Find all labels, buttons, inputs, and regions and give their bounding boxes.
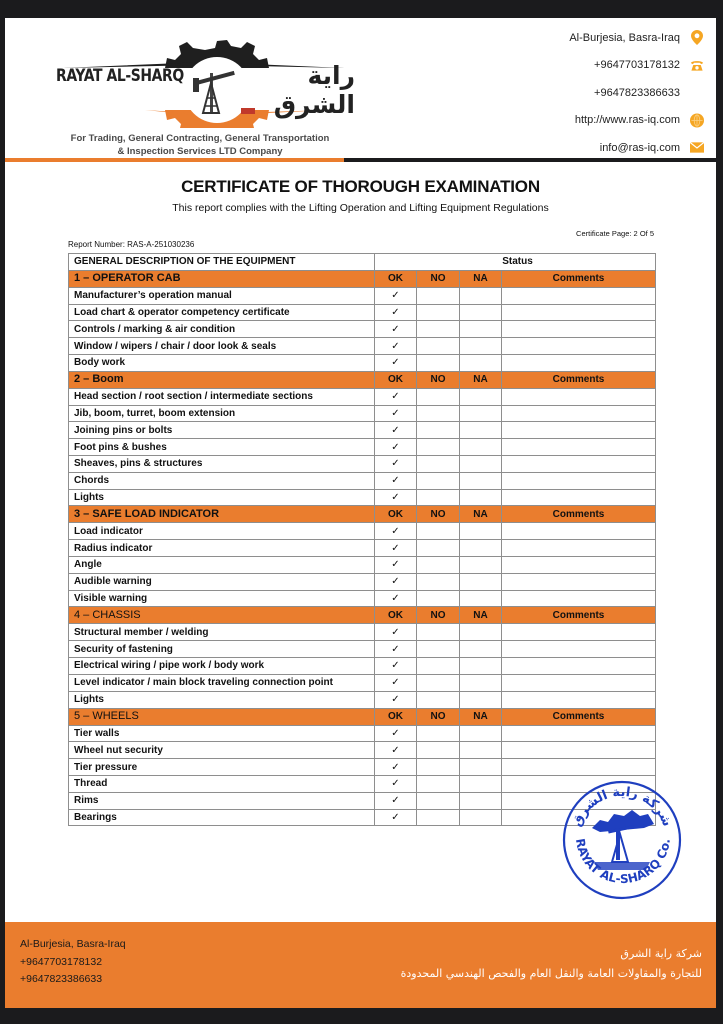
item-label: Load chart & operator competency certificate <box>69 304 375 321</box>
section-header-row <box>69 371 656 388</box>
table-row <box>69 674 656 691</box>
status-cell-na[interactable] <box>460 354 502 371</box>
item-label: Chords <box>69 472 375 489</box>
item-label: Wheel nut security <box>69 742 375 759</box>
header-divider <box>5 158 716 162</box>
status-cell-ok[interactable]: ✓ <box>375 338 417 355</box>
status-cell-na[interactable] <box>460 338 502 355</box>
item-label: Security of fastening <box>69 641 375 658</box>
status-cell-na[interactable] <box>460 405 502 422</box>
status-cell-no[interactable] <box>417 304 460 321</box>
status-cell-na[interactable] <box>460 573 502 590</box>
status-cell-no[interactable] <box>417 540 460 557</box>
item-label: Load indicator <box>69 523 375 540</box>
table-row <box>69 641 656 658</box>
status-cell-ok[interactable]: ✓ <box>375 691 417 708</box>
status-cell-ok[interactable]: ✓ <box>375 439 417 456</box>
status-cell-no[interactable] <box>417 775 460 792</box>
status-cell-no[interactable] <box>417 523 460 540</box>
column-no-label: NO <box>417 607 460 624</box>
status-cell-na[interactable] <box>460 556 502 573</box>
item-label: Window / wipers / chair / door look & seals <box>69 338 375 355</box>
status-cell-no[interactable] <box>417 287 460 304</box>
section-title: 3 – SAFE LOAD INDICATOR <box>69 506 375 523</box>
item-label: Tier pressure <box>69 759 375 776</box>
comment-cell[interactable] <box>502 338 656 355</box>
status-cell-no[interactable] <box>417 321 460 338</box>
table-row <box>69 455 656 472</box>
footer-address: Al-Burjesia, Basra-Iraq <box>20 938 126 950</box>
item-label: Joining pins or bolts <box>69 422 375 439</box>
section-title: 5 – WHEELS <box>69 708 375 725</box>
footer-company-arabic <box>401 944 702 984</box>
stamp-text-english: RAYAT AL-SHARQ Co. <box>572 837 673 887</box>
status-cell-no[interactable] <box>417 422 460 439</box>
status-cell-na[interactable] <box>460 523 502 540</box>
status-cell-no[interactable] <box>417 354 460 371</box>
status-cell-no[interactable] <box>417 725 460 742</box>
tagline-line-2: & Inspection Services LTD Company <box>117 146 283 157</box>
comment-cell[interactable] <box>502 287 656 304</box>
item-label: Radius indicator <box>69 540 375 557</box>
status-cell-ok[interactable]: ✓ <box>375 809 417 826</box>
column-comments-label: Comments <box>502 270 656 287</box>
column-ok-label: OK <box>375 270 417 287</box>
status-cell-na[interactable] <box>460 439 502 456</box>
status-cell-no[interactable] <box>417 691 460 708</box>
contact-website-text[interactable]: http://www.ras-iq.com <box>574 114 680 127</box>
comment-cell[interactable] <box>502 540 656 557</box>
status-cell-no[interactable] <box>417 439 460 456</box>
status-cell-na[interactable] <box>460 540 502 557</box>
status-cell-no[interactable] <box>417 338 460 355</box>
footer-company-name: شركة راية الشرق <box>620 947 702 960</box>
table-row <box>69 405 656 422</box>
status-cell-no[interactable] <box>417 590 460 607</box>
comment-cell[interactable] <box>502 641 656 658</box>
status-cell-na[interactable] <box>460 455 502 472</box>
section-title: 1 – OPERATOR CAB <box>69 270 375 287</box>
item-label: Electrical wiring / pipe work / body work <box>69 657 375 674</box>
item-label: Structural member / welding <box>69 624 375 641</box>
table-row <box>69 354 656 371</box>
status-cell-ok[interactable]: ✓ <box>375 775 417 792</box>
column-no-label: NO <box>417 506 460 523</box>
status-cell-na[interactable] <box>460 742 502 759</box>
comment-cell[interactable] <box>502 590 656 607</box>
table-row <box>69 439 656 456</box>
status-cell-na[interactable] <box>460 489 502 506</box>
table-row <box>69 590 656 607</box>
footer-phone-2[interactable]: +9647823386633 <box>20 973 103 985</box>
status-cell-ok[interactable]: ✓ <box>375 455 417 472</box>
table-row <box>69 691 656 708</box>
status-cell-na[interactable] <box>460 641 502 658</box>
contact-phone-2-text[interactable]: +9647823386633 <box>594 86 680 99</box>
column-na-label: NA <box>460 506 502 523</box>
certificate-page <box>5 18 716 1008</box>
item-label: Jib, boom, turret, boom extension <box>69 405 375 422</box>
report-number: Report Number: RAS-A-251030236 <box>68 240 195 249</box>
table-row <box>69 556 656 573</box>
status-cell-no[interactable] <box>417 742 460 759</box>
section-header-row <box>69 506 656 523</box>
status-cell-ok[interactable]: ✓ <box>375 590 417 607</box>
item-label: Tier walls <box>69 725 375 742</box>
contact-website <box>569 107 704 135</box>
table-row <box>69 759 656 776</box>
status-cell-ok[interactable]: ✓ <box>375 792 417 809</box>
column-na-label: NA <box>460 371 502 388</box>
column-comments-label: Comments <box>502 708 656 725</box>
status-cell-ok[interactable]: ✓ <box>375 321 417 338</box>
table-row <box>69 304 656 321</box>
table-header-row <box>69 254 656 271</box>
status-cell-na[interactable] <box>460 287 502 304</box>
item-label: Manufacturer’s operation manual <box>69 287 375 304</box>
table-row <box>69 338 656 355</box>
status-cell-na[interactable] <box>460 422 502 439</box>
header-description: GENERAL DESCRIPTION OF THE EQUIPMENT <box>69 254 375 271</box>
table-row <box>69 489 656 506</box>
table-row <box>69 573 656 590</box>
comment-cell[interactable] <box>502 691 656 708</box>
table-row <box>69 287 656 304</box>
section-title: 4 – CHASSIS <box>69 607 375 624</box>
item-label: Lights <box>69 691 375 708</box>
contact-address <box>569 24 704 52</box>
comment-cell[interactable] <box>502 624 656 641</box>
contact-phone-1 <box>569 52 704 80</box>
table-row <box>69 624 656 641</box>
status-cell-ok[interactable]: ✓ <box>375 556 417 573</box>
header-contacts <box>569 24 704 162</box>
status-cell-no[interactable] <box>417 472 460 489</box>
table-row <box>69 422 656 439</box>
status-cell-no[interactable] <box>417 759 460 776</box>
status-cell-no[interactable] <box>417 624 460 641</box>
column-no-label: NO <box>417 371 460 388</box>
globe-icon <box>690 113 704 127</box>
status-cell-no[interactable] <box>417 455 460 472</box>
status-cell-no[interactable] <box>417 489 460 506</box>
status-cell-ok[interactable]: ✓ <box>375 489 417 506</box>
table-row <box>69 540 656 557</box>
status-cell-ok[interactable]: ✓ <box>375 657 417 674</box>
status-cell-ok[interactable]: ✓ <box>375 573 417 590</box>
table-row <box>69 388 656 405</box>
company-tagline <box>45 132 355 158</box>
comment-cell[interactable] <box>502 742 656 759</box>
status-cell-ok[interactable]: ✓ <box>375 725 417 742</box>
comment-cell[interactable] <box>502 304 656 321</box>
status-cell-na[interactable] <box>460 725 502 742</box>
status-cell-ok[interactable]: ✓ <box>375 304 417 321</box>
status-cell-ok[interactable]: ✓ <box>375 674 417 691</box>
telephone-icon <box>690 58 704 72</box>
status-cell-na[interactable] <box>460 388 502 405</box>
status-cell-ok[interactable]: ✓ <box>375 523 417 540</box>
contact-phone-2 <box>569 79 704 107</box>
status-cell-no[interactable] <box>417 405 460 422</box>
header-divider-accent <box>5 158 344 162</box>
status-cell-no[interactable] <box>417 809 460 826</box>
status-cell-ok[interactable]: ✓ <box>375 422 417 439</box>
item-label: Lights <box>69 489 375 506</box>
logo-text-arabic: راية الشرق <box>273 61 355 119</box>
column-no-label: NO <box>417 270 460 287</box>
status-cell-na[interactable] <box>460 321 502 338</box>
column-ok-label: OK <box>375 607 417 624</box>
comment-cell[interactable] <box>502 405 656 422</box>
item-label: Sheaves, pins & structures <box>69 455 375 472</box>
footer-company-description: للتجارة والمقاولات العامة والنقل العام والفحص الهندسي المحدودة <box>400 967 702 980</box>
comment-cell[interactable] <box>502 725 656 742</box>
status-cell-na[interactable] <box>460 304 502 321</box>
item-label: Bearings <box>69 809 375 826</box>
item-label: Body work <box>69 354 375 371</box>
contact-email-text[interactable]: info@ras-iq.com <box>599 141 680 154</box>
item-label: Rims <box>69 792 375 809</box>
company-logo <box>45 28 355 156</box>
status-cell-no[interactable] <box>417 792 460 809</box>
status-cell-na[interactable] <box>460 759 502 776</box>
status-cell-no[interactable] <box>417 641 460 658</box>
item-label: Visible warning <box>69 590 375 607</box>
footer-phone-1[interactable]: +9647703178132 <box>20 955 103 968</box>
status-cell-na[interactable] <box>460 809 502 826</box>
column-comments-label: Comments <box>502 371 656 388</box>
tagline-line-1: For Trading, General Contracting, General Transportation <box>70 133 330 144</box>
header-status: Status <box>375 254 656 271</box>
column-ok-label: OK <box>375 506 417 523</box>
comment-cell[interactable] <box>502 455 656 472</box>
comment-cell[interactable] <box>502 657 656 674</box>
section-header-row <box>69 607 656 624</box>
comment-cell[interactable] <box>502 556 656 573</box>
item-label: Thread <box>69 775 375 792</box>
status-cell-na[interactable] <box>460 775 502 792</box>
table-row <box>69 523 656 540</box>
status-cell-na[interactable] <box>460 590 502 607</box>
status-cell-ok[interactable]: ✓ <box>375 472 417 489</box>
status-cell-ok[interactable]: ✓ <box>375 388 417 405</box>
status-cell-no[interactable] <box>417 657 460 674</box>
item-label: Head section / root section / intermediate sections <box>69 388 375 405</box>
status-cell-ok[interactable]: ✓ <box>375 759 417 776</box>
comment-cell[interactable] <box>502 321 656 338</box>
section-title: 2 – Boom <box>69 371 375 388</box>
status-cell-no[interactable] <box>417 388 460 405</box>
column-na-label: NA <box>460 708 502 725</box>
section-header-row <box>69 708 656 725</box>
status-cell-ok[interactable]: ✓ <box>375 641 417 658</box>
status-cell-ok[interactable]: ✓ <box>375 742 417 759</box>
status-cell-na[interactable] <box>460 624 502 641</box>
column-na-label: NA <box>460 607 502 624</box>
section-header-row <box>69 270 656 287</box>
status-cell-na[interactable] <box>460 674 502 691</box>
comment-cell[interactable] <box>502 439 656 456</box>
comment-cell[interactable] <box>502 759 656 776</box>
item-label: Angle <box>69 556 375 573</box>
logo-text-english: RAYAT AL-SHARQ <box>56 66 184 86</box>
status-cell-ok[interactable]: ✓ <box>375 540 417 557</box>
status-cell-no[interactable] <box>417 556 460 573</box>
status-cell-ok[interactable]: ✓ <box>375 287 417 304</box>
location-pin-icon <box>690 31 704 45</box>
status-cell-na[interactable] <box>460 792 502 809</box>
column-ok-label: OK <box>375 371 417 388</box>
column-ok-label: OK <box>375 708 417 725</box>
contact-phone-1-text[interactable]: +9647703178132 <box>594 59 680 72</box>
status-cell-no[interactable] <box>417 573 460 590</box>
table-row <box>69 725 656 742</box>
item-label: Audible warning <box>69 573 375 590</box>
footer-contacts <box>20 936 126 989</box>
stamp-text-arabic: شركة راية الشرق <box>569 784 675 829</box>
status-cell-na[interactable] <box>460 691 502 708</box>
status-cell-ok[interactable]: ✓ <box>375 624 417 641</box>
page-footer <box>5 922 716 1008</box>
table-row <box>69 321 656 338</box>
status-cell-na[interactable] <box>460 472 502 489</box>
item-label: Foot pins & bushes <box>69 439 375 456</box>
column-na-label: NA <box>460 270 502 287</box>
table-row <box>69 742 656 759</box>
column-comments-label: Comments <box>502 607 656 624</box>
certificate-page-number: Certificate Page: 2 Of 5 <box>576 229 654 238</box>
envelope-icon <box>690 141 704 155</box>
status-cell-ok[interactable]: ✓ <box>375 405 417 422</box>
status-cell-na[interactable] <box>460 657 502 674</box>
table-row <box>69 472 656 489</box>
comment-cell[interactable] <box>502 354 656 371</box>
comment-cell[interactable] <box>502 674 656 691</box>
comment-cell[interactable] <box>502 489 656 506</box>
company-stamp <box>560 778 685 903</box>
item-label: Controls / marking & air condition <box>69 321 375 338</box>
status-cell-ok[interactable]: ✓ <box>375 354 417 371</box>
comment-cell[interactable] <box>502 388 656 405</box>
document-subtitle: This report complies with the Lifting Operation and Lifting Equipment Regulations <box>172 202 549 214</box>
contact-address-text: Al-Burjesia, Basra-Iraq <box>569 31 680 44</box>
comment-cell[interactable] <box>502 422 656 439</box>
document-title: CERTIFICATE OF THOROUGH EXAMINATION <box>181 177 540 196</box>
comment-cell[interactable] <box>502 523 656 540</box>
item-label: Level indicator / main block traveling connection point <box>69 674 375 691</box>
table-row <box>69 657 656 674</box>
status-cell-no[interactable] <box>417 674 460 691</box>
column-no-label: NO <box>417 708 460 725</box>
inspection-table <box>68 253 656 826</box>
column-comments-label: Comments <box>502 506 656 523</box>
comment-cell[interactable] <box>502 472 656 489</box>
comment-cell[interactable] <box>502 573 656 590</box>
